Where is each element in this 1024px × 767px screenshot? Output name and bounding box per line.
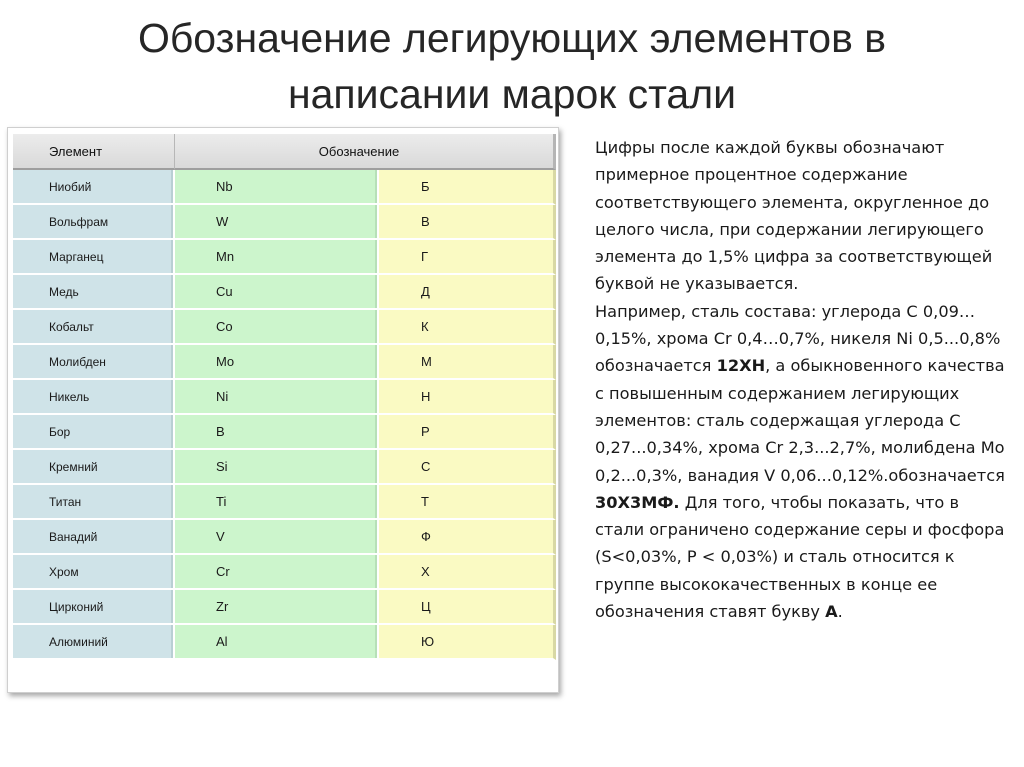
grade-12xn: 12ХН xyxy=(716,356,766,376)
alloy-table-frame xyxy=(7,127,559,693)
table-row xyxy=(13,625,556,660)
table-header-row xyxy=(13,134,556,170)
letter-cell: Т xyxy=(379,485,556,520)
table-row xyxy=(13,590,556,625)
letter-cell: Б xyxy=(379,170,556,205)
element-cell: Кобальт xyxy=(13,310,175,345)
element-cell: Титан xyxy=(13,485,175,520)
letter-cell: К xyxy=(379,310,556,345)
table-row xyxy=(13,310,556,345)
table-row xyxy=(13,520,556,555)
symbol-cell: Mo xyxy=(175,345,379,380)
table-row xyxy=(13,170,556,205)
letter-cell: Д xyxy=(379,275,556,310)
symbol-cell: Ti xyxy=(175,485,379,520)
table-row xyxy=(13,380,556,415)
symbol-cell: Cr xyxy=(175,555,379,590)
letter-cell: Ц xyxy=(379,590,556,625)
alloy-elements-table xyxy=(13,134,556,660)
element-cell: Бор xyxy=(13,415,175,450)
table-row xyxy=(13,450,556,485)
element-cell: Кремний xyxy=(13,450,175,485)
element-cell: Ниобий xyxy=(13,170,175,205)
letter-cell: Ю xyxy=(379,625,556,660)
header-designation: Обозначение xyxy=(175,134,556,170)
symbol-cell: B xyxy=(175,415,379,450)
grade-30x3mf: 30Х3МФ. xyxy=(595,492,680,512)
table-row xyxy=(13,485,556,520)
element-cell: Никель xyxy=(13,380,175,415)
element-cell: Алюминий xyxy=(13,625,175,660)
letter-cell: Р xyxy=(379,415,556,450)
letter-cell: Н xyxy=(379,380,556,415)
letter-a: А xyxy=(825,602,838,622)
table-row xyxy=(13,555,556,590)
element-cell: Молибден xyxy=(13,345,175,380)
table-row xyxy=(13,205,556,240)
element-cell: Хром xyxy=(13,555,175,590)
element-cell: Цирконий xyxy=(13,590,175,625)
symbol-cell: Nb xyxy=(175,170,379,205)
letter-cell: М xyxy=(379,345,556,380)
element-cell: Ванадий xyxy=(13,520,175,555)
symbol-cell: Ni xyxy=(175,380,379,415)
letter-cell: С xyxy=(379,450,556,485)
symbol-cell: Co xyxy=(175,310,379,345)
letter-cell: Ф xyxy=(379,520,556,555)
table-row xyxy=(13,415,556,450)
symbol-cell: Si xyxy=(175,450,379,485)
letter-cell: В xyxy=(379,205,556,240)
element-cell: Вольфрам xyxy=(13,205,175,240)
slide-title: Обозначение легирующих элементов в написании марок стали xyxy=(137,15,887,117)
description-paragraph-2: Например, сталь состава: углерода С 0,09…0,15%, хрома Cr 0,4…0,7%, никеля Ni 0,5...0,8% обозначается 12ХН, а обыкновенного качества с повышенным содержанием легирующих элементов: сталь содержащая углерода С 0,27...0,34%, хрома Cr 2,3...2,7%, молибдена Mo 0,2...0,3%, ванадия V 0,06...0,12%.обозначается 30Х3МФ. Для того, чтобы показать, что в стали ограничено содержание серы и фосфора (S<0,03%, P < 0,03%) и сталь относится к группе высококачественных в конце ее обозначения ставят букву А. xyxy=(595,301,1005,622)
element-cell: Марганец xyxy=(13,240,175,275)
symbol-cell: W xyxy=(175,205,379,240)
letter-cell: Х xyxy=(379,555,556,590)
element-cell: Медь xyxy=(13,275,175,310)
symbol-cell: Mn xyxy=(175,240,379,275)
description-text xyxy=(595,134,1005,625)
table-row xyxy=(13,240,556,275)
symbol-cell: Al xyxy=(175,625,379,660)
symbol-cell: Cu xyxy=(175,275,379,310)
table-row xyxy=(13,275,556,310)
symbol-cell: V xyxy=(175,520,379,555)
letter-cell: Г xyxy=(379,240,556,275)
table-body xyxy=(13,170,556,660)
header-element: Элемент xyxy=(13,134,175,170)
description-paragraph-1: Цифры после каждой буквы обозначают примерное процентное содержание соответствующего элемента, округленное до целого числа, при содержании легирующего элемента до 1,5% цифра за соответствующей буквой не указывается. xyxy=(595,138,993,294)
symbol-cell: Zr xyxy=(175,590,379,625)
table-row xyxy=(13,345,556,380)
